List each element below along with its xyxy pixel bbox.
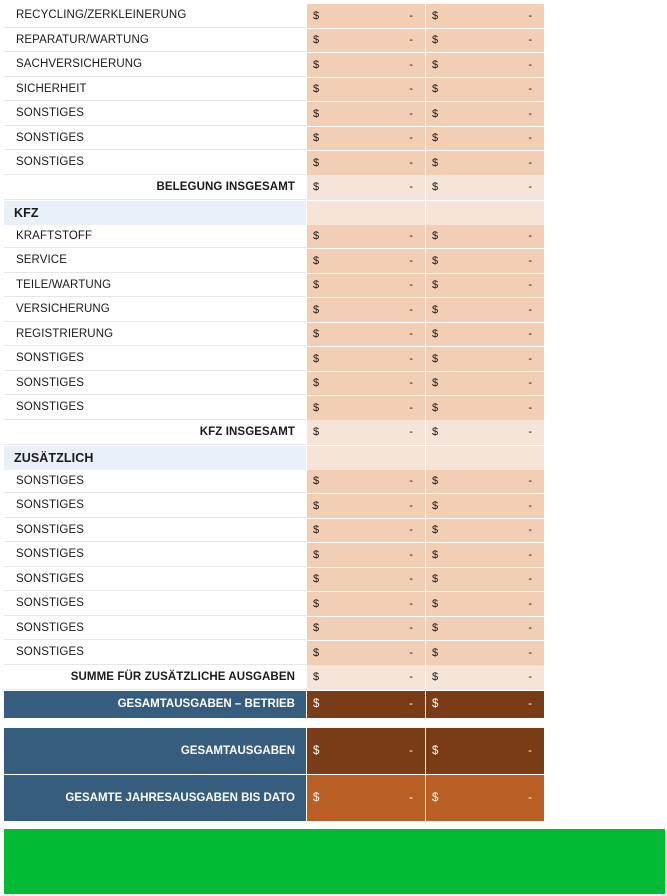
row-label: SONSTIGES	[4, 151, 306, 175]
amount: -	[528, 303, 532, 316]
value-cell-2[interactable]	[426, 298, 544, 322]
currency: $	[313, 107, 320, 120]
amount: -	[528, 622, 532, 635]
row-label: SONSTIGES	[4, 396, 306, 420]
currency: $	[313, 254, 320, 267]
top-rows	[4, 4, 546, 175]
amount: -	[528, 156, 532, 169]
value-cell-2[interactable]	[426, 691, 544, 718]
expense-sheet	[4, 4, 546, 821]
amount: -	[409, 426, 413, 438]
section-empty-cell	[426, 446, 544, 470]
green-banner	[4, 829, 665, 894]
value-cell-1[interactable]	[307, 274, 425, 298]
row-label: SONSTIGES	[4, 470, 306, 494]
row-label: SONSTIGES	[4, 568, 306, 592]
currency: $	[313, 303, 320, 316]
amount: -	[409, 646, 413, 659]
value-cell-2[interactable]	[426, 249, 544, 273]
value-cell-2[interactable]	[426, 323, 544, 347]
value-cell-1[interactable]	[307, 4, 425, 28]
value-cell-2[interactable]	[426, 775, 544, 821]
row-label: SONSTIGES	[4, 592, 306, 616]
row-label: REPARATUR/WARTUNG	[4, 29, 306, 53]
row-label: GESAMTE JAHRESAUSGABEN BIS DATO	[4, 775, 306, 821]
currency: $	[313, 279, 320, 292]
belegung-total-row	[4, 175, 546, 200]
amount: -	[409, 279, 413, 292]
currency: $	[432, 352, 439, 365]
table-row	[4, 371, 546, 396]
currency: $	[432, 744, 439, 757]
section-empty-cell	[426, 201, 544, 225]
currency: $	[313, 328, 320, 341]
table-row	[4, 493, 546, 518]
amount: -	[528, 132, 532, 145]
value-cell-1[interactable]	[307, 249, 425, 273]
table-row	[4, 77, 546, 102]
value-cell-1[interactable]	[307, 78, 425, 102]
amount: -	[409, 597, 413, 610]
row-label: GESAMTAUSGABEN	[4, 728, 306, 774]
value-cell-1[interactable]	[307, 470, 425, 494]
table-row	[4, 52, 546, 77]
section-zusaetzlich	[4, 445, 546, 470]
currency: $	[432, 426, 439, 438]
row-label: SONSTIGES	[4, 102, 306, 126]
amount: -	[409, 352, 413, 365]
amount: -	[528, 230, 532, 243]
currency: $	[432, 646, 439, 659]
currency: $	[313, 499, 320, 512]
amount: -	[409, 791, 413, 804]
value-cell-2[interactable]	[426, 470, 544, 494]
amount: -	[409, 132, 413, 145]
value-cell-1[interactable]	[307, 29, 425, 53]
value-cell-2[interactable]	[426, 53, 544, 77]
value-cell-2[interactable]	[426, 617, 544, 641]
row-label: TEILE/WARTUNG	[4, 274, 306, 298]
value-cell-1[interactable]	[307, 53, 425, 77]
value-cell-1[interactable]	[307, 396, 425, 420]
currency: $	[313, 744, 320, 757]
currency: $	[432, 34, 439, 47]
table-row	[4, 248, 546, 273]
currency: $	[432, 328, 439, 341]
amount: -	[409, 58, 413, 71]
amount: -	[409, 671, 413, 683]
value-cell-2[interactable]	[426, 127, 544, 151]
row-label: RECYCLING/ZERKLEINERUNG	[4, 4, 306, 28]
amount: -	[528, 181, 532, 193]
value-cell-2[interactable]	[426, 347, 544, 371]
currency: $	[313, 34, 320, 47]
currency: $	[432, 791, 439, 804]
currency: $	[313, 83, 320, 96]
amount: -	[528, 573, 532, 586]
amount: -	[528, 744, 532, 757]
amount: -	[528, 548, 532, 561]
value-cell-1[interactable]	[307, 617, 425, 641]
amount: -	[409, 401, 413, 414]
currency: $	[432, 9, 439, 22]
amount: -	[528, 279, 532, 292]
amount: -	[409, 230, 413, 243]
value-cell-2[interactable]	[426, 494, 544, 518]
currency: $	[313, 597, 320, 610]
row-label: SONSTIGES	[4, 543, 306, 567]
value-cell-1[interactable]	[307, 420, 425, 445]
currency: $	[432, 597, 439, 610]
table-row	[4, 273, 546, 298]
value-cell-1[interactable]	[307, 568, 425, 592]
currency: $	[313, 475, 320, 488]
amount: -	[528, 646, 532, 659]
value-cell-2[interactable]	[426, 665, 544, 690]
row-label: REGISTRIERUNG	[4, 323, 306, 347]
table-row	[4, 225, 546, 249]
value-cell-1[interactable]	[307, 592, 425, 616]
section-title: KFZ	[4, 201, 306, 225]
amount: -	[528, 499, 532, 512]
value-cell-1[interactable]	[307, 494, 425, 518]
value-cell-1[interactable]	[307, 543, 425, 567]
amount: -	[409, 254, 413, 267]
currency: $	[432, 524, 439, 537]
amount: -	[528, 34, 532, 47]
currency: $	[313, 181, 320, 193]
value-cell-2[interactable]	[426, 274, 544, 298]
amount: -	[528, 107, 532, 120]
currency: $	[313, 548, 320, 561]
row-label: SONSTIGES	[4, 372, 306, 396]
amount: -	[409, 34, 413, 47]
currency: $	[432, 401, 439, 414]
currency: $	[313, 698, 320, 710]
value-cell-2[interactable]	[426, 592, 544, 616]
currency: $	[432, 475, 439, 488]
amount: -	[409, 156, 413, 169]
amount: -	[528, 83, 532, 96]
kfz-rows	[4, 225, 546, 420]
currency: $	[313, 156, 320, 169]
section-empty-cell	[307, 446, 425, 470]
currency: $	[432, 254, 439, 267]
table-row	[4, 616, 546, 641]
table-row	[4, 322, 546, 347]
currency: $	[313, 573, 320, 586]
row-label: SUMME FÜR ZUSÄTZLICHE AUSGABEN	[4, 665, 306, 690]
zusaetzlich-rows	[4, 470, 546, 665]
table-row	[4, 470, 546, 494]
currency: $	[432, 303, 439, 316]
value-cell-2[interactable]	[426, 396, 544, 420]
value-cell-1[interactable]	[307, 175, 425, 200]
row-label: SICHERHEIT	[4, 78, 306, 102]
amount: -	[409, 475, 413, 488]
value-cell-1[interactable]	[307, 691, 425, 718]
currency: $	[432, 58, 439, 71]
row-label: GESAMTAUSGABEN – BETRIEB	[4, 691, 306, 718]
currency: $	[313, 58, 320, 71]
value-cell-1[interactable]	[307, 641, 425, 665]
value-cell-2[interactable]	[426, 175, 544, 200]
table-row	[4, 542, 546, 567]
row-label: KRAFTSTOFF	[4, 225, 306, 249]
table-row	[4, 4, 546, 28]
value-cell-2[interactable]	[426, 372, 544, 396]
value-cell-2[interactable]	[426, 519, 544, 543]
value-cell-1[interactable]	[307, 323, 425, 347]
amount: -	[409, 328, 413, 341]
table-row	[4, 591, 546, 616]
gesamt-betrieb-row	[4, 691, 546, 718]
currency: $	[432, 622, 439, 635]
kfz-total-row	[4, 420, 546, 445]
spacer	[4, 718, 546, 728]
table-row	[4, 395, 546, 420]
currency: $	[313, 426, 320, 438]
currency: $	[313, 401, 320, 414]
currency: $	[432, 573, 439, 586]
value-cell-2[interactable]	[426, 78, 544, 102]
table-row	[4, 567, 546, 592]
row-label: SONSTIGES	[4, 494, 306, 518]
currency: $	[313, 622, 320, 635]
amount: -	[409, 524, 413, 537]
section-kfz	[4, 200, 546, 225]
amount: -	[528, 671, 532, 683]
value-cell-2[interactable]	[426, 568, 544, 592]
zusaetzlich-total-row	[4, 665, 546, 690]
currency: $	[432, 499, 439, 512]
row-label: SERVICE	[4, 249, 306, 273]
row-label: SONSTIGES	[4, 519, 306, 543]
value-cell-1[interactable]	[307, 127, 425, 151]
value-cell-1[interactable]	[307, 102, 425, 126]
currency: $	[432, 132, 439, 145]
currency: $	[432, 698, 439, 710]
currency: $	[313, 671, 320, 683]
amount: -	[409, 622, 413, 635]
amount: -	[409, 377, 413, 390]
table-row	[4, 518, 546, 543]
currency: $	[313, 791, 320, 804]
row-label: SONSTIGES	[4, 641, 306, 665]
value-cell-2[interactable]	[426, 151, 544, 175]
amount: -	[409, 83, 413, 96]
amount: -	[528, 426, 532, 438]
gesamtausgaben-row	[4, 728, 546, 774]
amount: -	[528, 9, 532, 22]
jahresausgaben-row	[4, 775, 546, 821]
section-title: ZUSÄTZLICH	[4, 446, 306, 470]
currency: $	[313, 524, 320, 537]
amount: -	[409, 181, 413, 193]
currency: $	[432, 671, 439, 683]
row-label: KFZ INSGESAMT	[4, 420, 306, 445]
currency: $	[432, 83, 439, 96]
amount: -	[528, 328, 532, 341]
table-row	[4, 126, 546, 151]
row-label: SONSTIGES	[4, 617, 306, 641]
amount: -	[528, 377, 532, 390]
row-label: SACHVERSICHERUNG	[4, 53, 306, 77]
table-row	[4, 297, 546, 322]
amount: -	[409, 107, 413, 120]
currency: $	[432, 230, 439, 243]
amount: -	[528, 524, 532, 537]
value-cell-1[interactable]	[307, 372, 425, 396]
value-cell-1[interactable]	[307, 519, 425, 543]
amount: -	[528, 254, 532, 267]
currency: $	[432, 156, 439, 169]
value-cell-1[interactable]	[307, 347, 425, 371]
table-row	[4, 346, 546, 371]
table-row	[4, 101, 546, 126]
value-cell-1[interactable]	[307, 775, 425, 821]
table-row	[4, 150, 546, 175]
amount: -	[528, 597, 532, 610]
value-cell-2[interactable]	[426, 420, 544, 445]
currency: $	[313, 9, 320, 22]
amount: -	[409, 573, 413, 586]
amount: -	[528, 401, 532, 414]
table-row	[4, 640, 546, 665]
currency: $	[313, 132, 320, 145]
value-cell-1[interactable]	[307, 665, 425, 690]
amount: -	[528, 352, 532, 365]
currency: $	[432, 181, 439, 193]
value-cell-2[interactable]	[426, 728, 544, 774]
row-label: SONSTIGES	[4, 127, 306, 151]
value-cell-2[interactable]	[426, 641, 544, 665]
amount: -	[528, 791, 532, 804]
currency: $	[313, 377, 320, 390]
value-cell-1[interactable]	[307, 298, 425, 322]
currency: $	[432, 107, 439, 120]
value-cell-2[interactable]	[426, 102, 544, 126]
row-label: SONSTIGES	[4, 347, 306, 371]
row-label: BELEGUNG INSGESAMT	[4, 175, 306, 200]
amount: -	[528, 475, 532, 488]
value-cell-2[interactable]	[426, 225, 544, 249]
amount: -	[528, 58, 532, 71]
section-empty-cell	[307, 201, 425, 225]
currency: $	[313, 352, 320, 365]
amount: -	[409, 698, 413, 710]
currency: $	[432, 548, 439, 561]
currency: $	[432, 279, 439, 292]
amount: -	[409, 499, 413, 512]
currency: $	[313, 646, 320, 659]
row-label: VERSICHERUNG	[4, 298, 306, 322]
value-cell-1[interactable]	[307, 151, 425, 175]
amount: -	[409, 744, 413, 757]
currency: $	[432, 377, 439, 390]
amount: -	[409, 9, 413, 22]
value-cell-1[interactable]	[307, 728, 425, 774]
amount: -	[528, 698, 532, 710]
value-cell-1[interactable]	[307, 225, 425, 249]
amount: -	[409, 548, 413, 561]
currency: $	[313, 230, 320, 243]
amount: -	[409, 303, 413, 316]
value-cell-2[interactable]	[426, 29, 544, 53]
table-row	[4, 28, 546, 53]
value-cell-2[interactable]	[426, 543, 544, 567]
value-cell-2[interactable]	[426, 4, 544, 28]
